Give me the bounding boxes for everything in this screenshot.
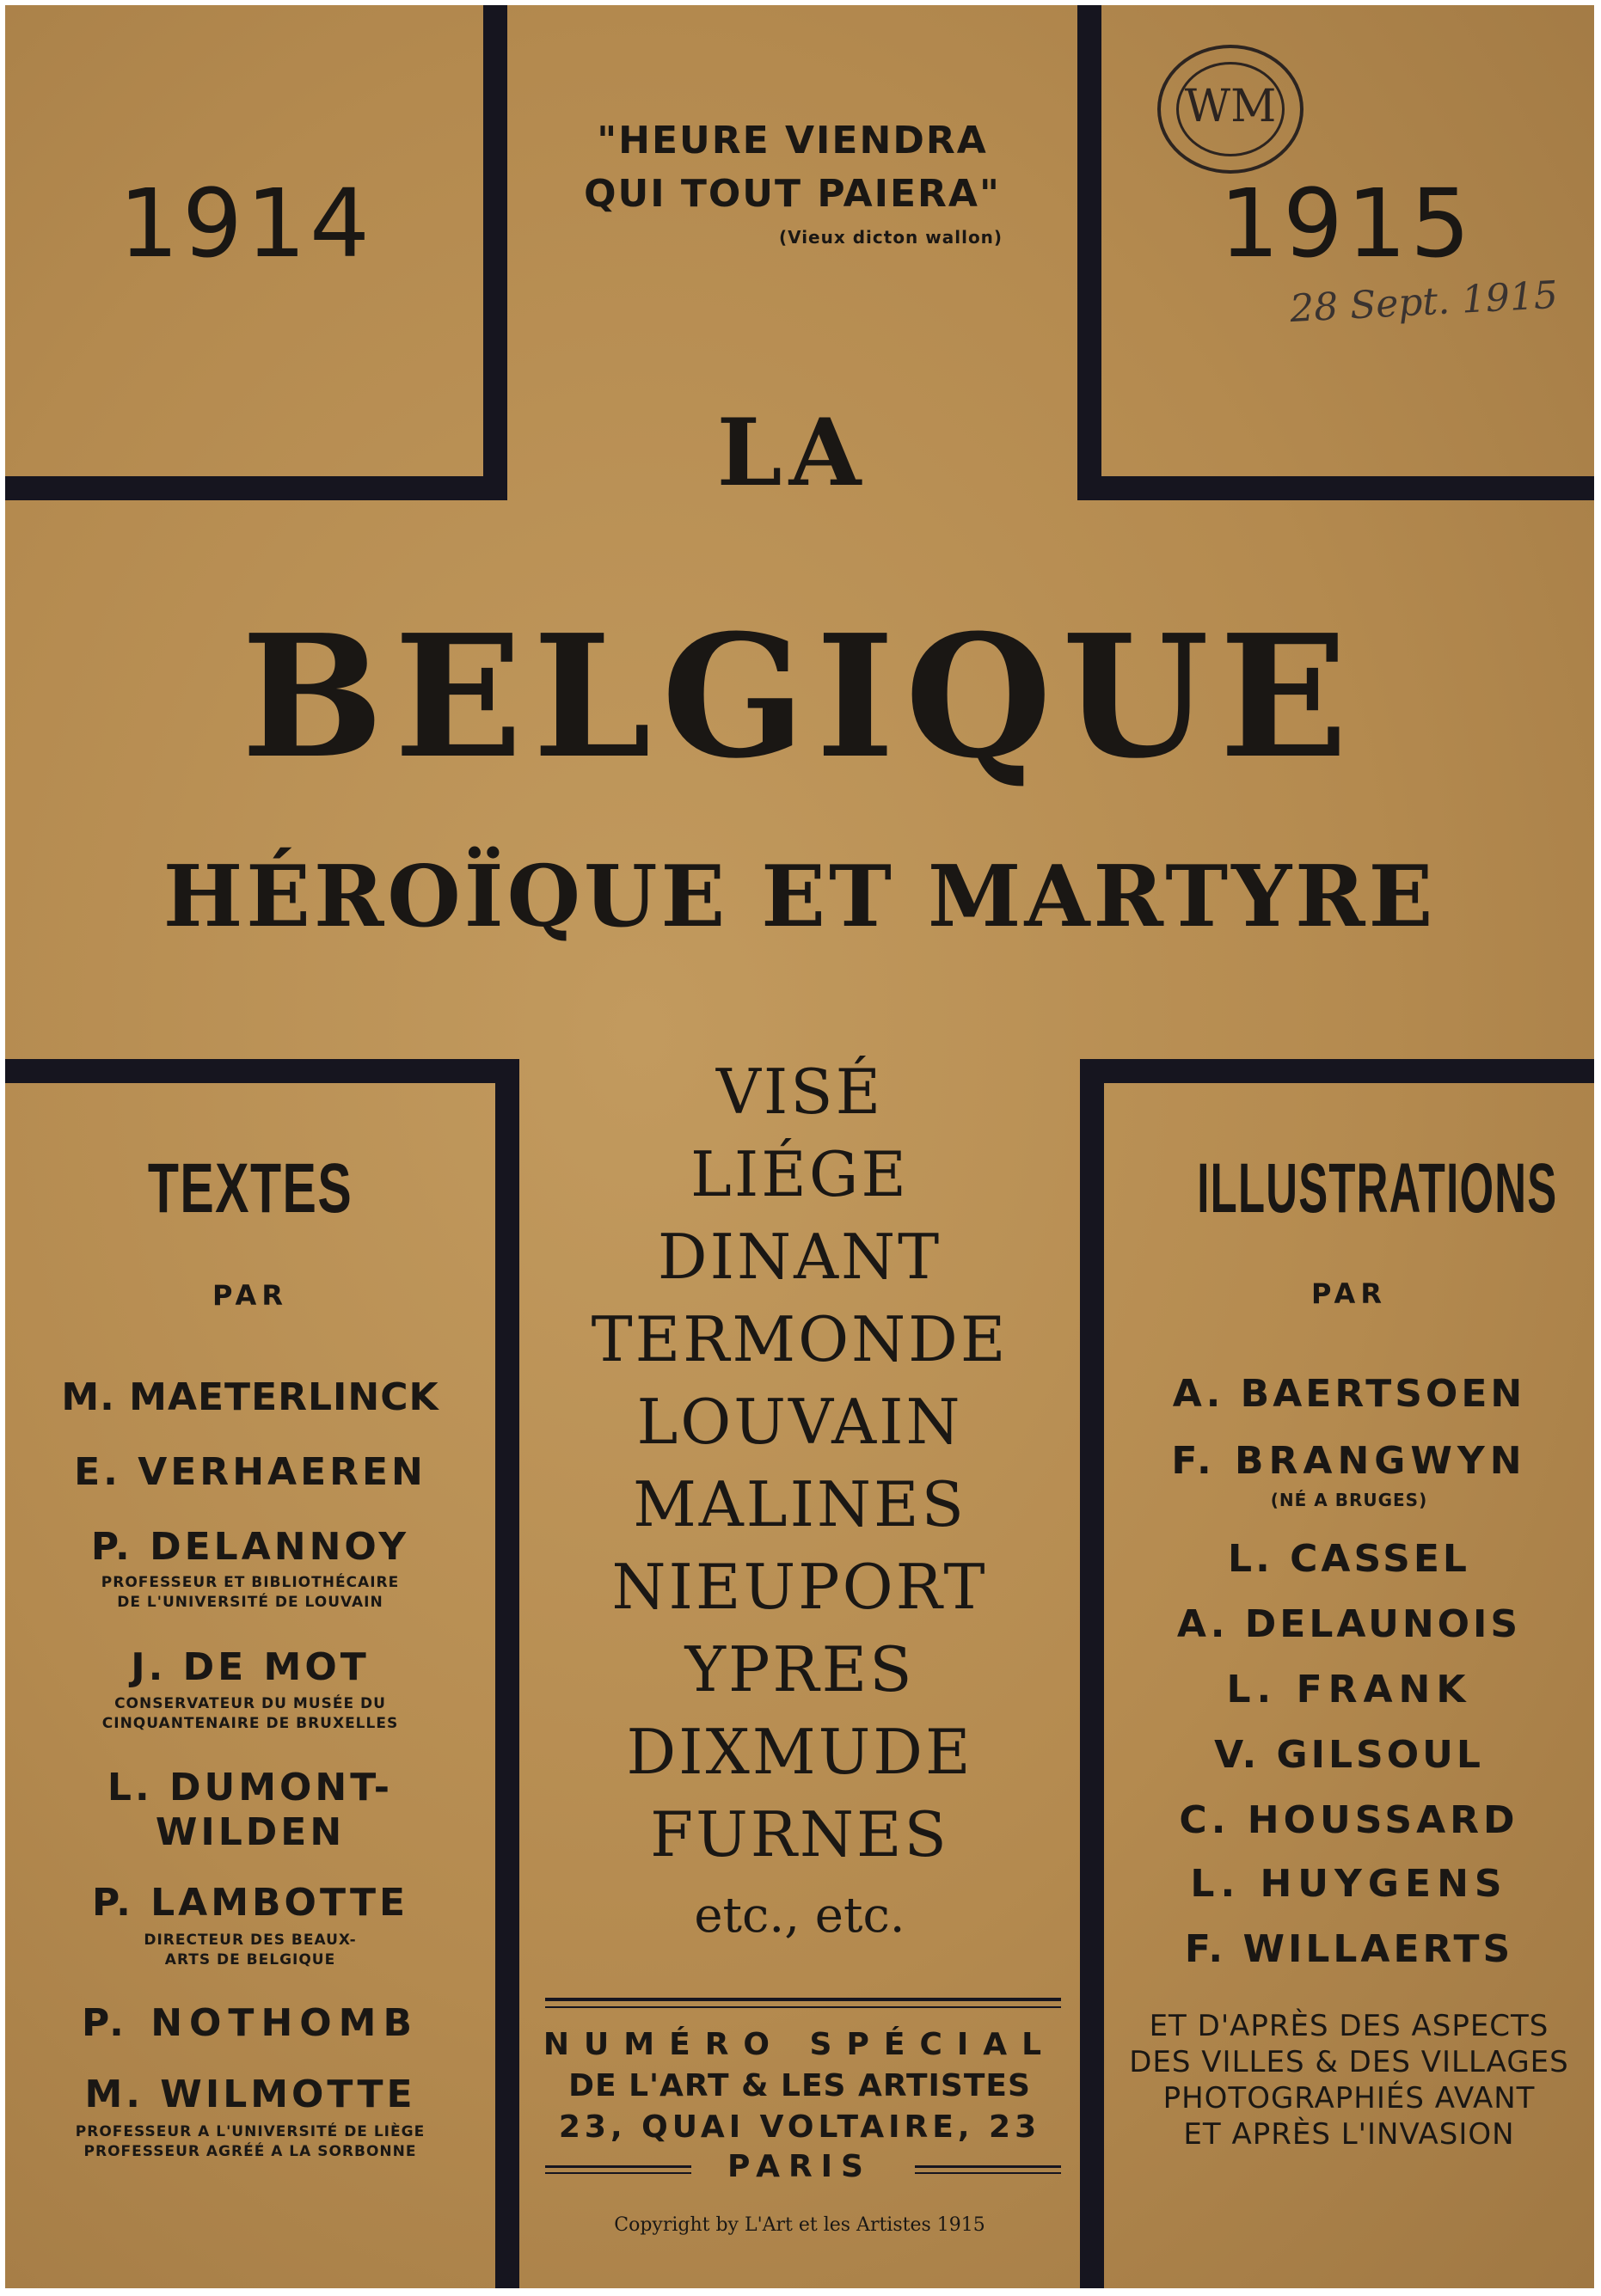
library-stamp — [1157, 45, 1303, 174]
cross-top-left-vertical — [483, 5, 507, 500]
author-name: P. DELANNOY — [90, 1525, 410, 1569]
cross-top-left-horizontal — [5, 476, 507, 500]
author-note: DE L'UNIVERSITÉ DE LOUVAIN — [117, 1594, 383, 1611]
city-name: LOUVAIN — [636, 1386, 963, 1458]
title-article: LA — [716, 399, 868, 507]
author-note: DIRECTEUR DES BEAUX- — [144, 1932, 357, 1949]
publisher-line-2: DE L'ART & LES ARTISTES — [568, 2068, 1031, 2103]
texts-par: PAR — [212, 1279, 288, 1312]
artist-name: A. BAERTSOEN — [1172, 1372, 1526, 1416]
artist-name: F. WILLAERTS — [1184, 1927, 1514, 1971]
author-name: P. NOTHOMB — [82, 2001, 419, 2045]
cross-bottom-left-horizontal — [5, 1059, 519, 1083]
author-name-continued: WILDEN — [155, 1810, 346, 1854]
artist-name: A. DELAUNOIS — [1176, 1602, 1522, 1646]
cross-bottom-right-vertical — [1080, 1059, 1104, 2288]
aspects-line: DES VILLES & DES VILLAGES — [1129, 2045, 1569, 2079]
city-name: YPRES — [684, 1633, 915, 1705]
artist-name: V. GILSOUL — [1214, 1733, 1484, 1777]
city-name: TERMONDE — [591, 1303, 1009, 1375]
cross-bottom-right-horizontal — [1080, 1059, 1594, 1083]
motto-line-2: QUI TOUT PAIERA" — [584, 172, 1001, 216]
artist-name: L. HUYGENS — [1190, 1862, 1508, 1906]
publisher-line-1: NUMÉRO SPÉCIAL — [543, 2027, 1057, 2062]
author-name: P. LAMBOTTE — [91, 1881, 409, 1925]
artist-name: C. HOUSSARD — [1179, 1798, 1519, 1842]
texts-heading-wrap — [5, 1148, 495, 1229]
publisher-rule-right — [915, 2165, 1061, 2168]
author-name: J. DE MOT — [131, 1645, 370, 1689]
publisher-rule-top — [545, 1998, 1061, 2001]
handwritten-date: 28 Sept. 1915 — [1288, 272, 1560, 332]
motto-line-1: "HEURE VIENDRA — [597, 119, 988, 162]
artist-note: (NÉ A BRUGES) — [1270, 1490, 1428, 1510]
author-note: PROFESSEUR AGRÉÉ A LA SORBONNE — [83, 2143, 417, 2160]
city-name: NIEUPORT — [611, 1551, 988, 1623]
cross-top-right-vertical — [1077, 5, 1101, 500]
copyright: Copyright by L'Art et les Artistes 1915 — [614, 2214, 985, 2236]
artist-name: L. CASSEL — [1228, 1537, 1470, 1581]
year-right: 1915 — [1219, 168, 1474, 279]
aspects-line: PHOTOGRAPHIÉS AVANT — [1162, 2081, 1536, 2115]
illustrations-par: PAR — [1311, 1277, 1387, 1310]
aspects-line: ET D'APRÈS DES ASPECTS — [1149, 2009, 1549, 2043]
cross-top-right-horizontal — [1077, 476, 1594, 500]
artist-name: F. BRANGWYN — [1171, 1439, 1527, 1483]
texts-heading: TEXTES — [147, 1149, 353, 1228]
stamp-initials: WM — [1184, 81, 1277, 132]
author-name: L. DUMONT- — [107, 1766, 394, 1809]
city-name: DIXMUDE — [626, 1716, 973, 1788]
author-note: PROFESSEUR ET BIBLIOTHÉCAIRE — [101, 1574, 400, 1591]
title-main: BELGIQUE — [241, 598, 1359, 796]
cities-etc: etc., etc. — [694, 1888, 905, 1944]
aspects-line: ET APRÈS L'INVASION — [1183, 2117, 1515, 2152]
publisher-line-3: 23, QUAI VOLTAIRE, 23 — [558, 2109, 1041, 2145]
author-name: E. VERHAEREN — [74, 1450, 426, 1494]
author-name: M. WILMOTTE — [84, 2073, 416, 2116]
publisher-rule-right-thin — [915, 2172, 1061, 2174]
city-name: DINANT — [657, 1221, 942, 1293]
artist-name: L. FRANK — [1226, 1668, 1472, 1711]
title-subtitle: HÉROÏQUE ET MARTYRE — [163, 848, 1437, 946]
year-left: 1914 — [119, 168, 373, 279]
city-name: LIÉGE — [690, 1138, 909, 1210]
illustrations-heading-wrap — [1104, 1148, 1594, 1229]
motto-source: (Vieux dicton wallon) — [778, 227, 1003, 248]
publisher-rule-top-thin — [545, 2006, 1061, 2008]
city-name: MALINES — [633, 1468, 966, 1540]
book-cover — [5, 5, 1594, 2288]
author-note: CINQUANTENAIRE DE BRUXELLES — [101, 1715, 399, 1732]
publisher-line-4: PARIS — [727, 2149, 872, 2184]
city-name: VISÉ — [715, 1056, 884, 1128]
city-name: FURNES — [650, 1798, 949, 1870]
author-note: ARTS DE BELGIQUE — [164, 1951, 336, 1968]
illustrations-heading: ILLUSTRATIONS — [1197, 1149, 1558, 1228]
author-name: M. MAETERLINCK — [61, 1375, 439, 1419]
author-note: CONSERVATEUR DU MUSÉE DU — [114, 1695, 386, 1712]
author-note: PROFESSEUR A L'UNIVERSITÉ DE LIÈGE — [75, 2123, 426, 2140]
cross-bottom-left-vertical — [495, 1059, 519, 2288]
